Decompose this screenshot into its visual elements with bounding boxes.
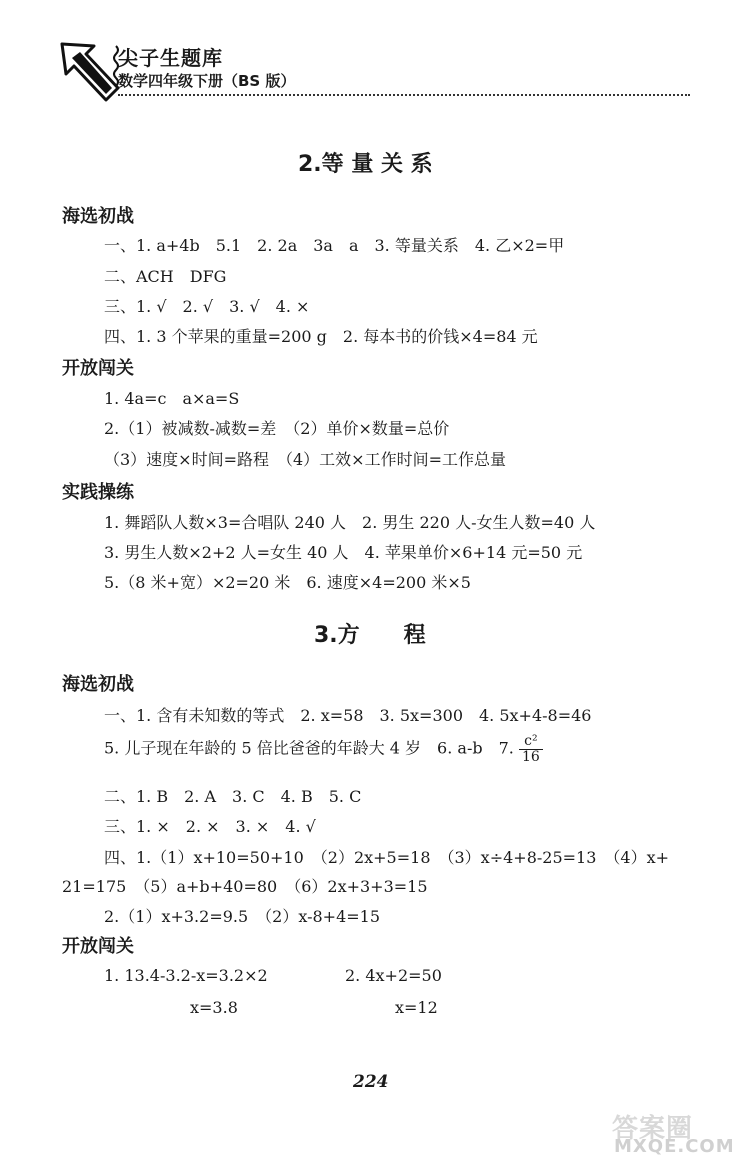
- section-3-subheading-kaifang: 开放闯关: [62, 936, 134, 957]
- book-title: 尖子生题库: [118, 46, 223, 70]
- section-2-line-8: 1. 舞蹈队人数×3=合唱队 240 人 2. 男生 220 人-女生人数=40 人: [104, 513, 596, 532]
- section-2-subheading-haixuan: 海选初战: [62, 206, 134, 227]
- watermark-logo: 答案圈: [612, 1114, 694, 1144]
- section-2-line-4: 四、1. 3 个苹果的重量=200 g 2. 每本书的价钱×4=84 元: [104, 327, 538, 346]
- section-2-line-9: 3. 男生人数×2+2 人=女生 40 人 4. 苹果单价×6+14 元=50 元: [104, 543, 583, 562]
- section-3-title: 3.方 程: [314, 623, 426, 648]
- section-3-line-7: 2.（1）x+3.2=9.5 （2）x-8+4=15: [104, 907, 381, 926]
- section-3-line-8-left: 1. 13.4-3.2-x=3.2×2: [104, 966, 268, 985]
- section-3-line-1: 一、1. 含有未知数的等式 2. x=58 3. 5x=300 4. 5x+4-8=46: [104, 706, 592, 725]
- section-3-line-2-text: 5. 儿子现在年龄的 5 倍比爸爸的年龄大 4 岁 6. a-b 7.: [104, 738, 514, 758]
- section-3-line-2: [104, 734, 543, 764]
- section-2-title: 2.等 量 关 系: [298, 152, 433, 177]
- section-3-line-5: 四、1.（1）x+10=50+10 （2）2x+5=18 （3）x÷4+8-25=13 （4）x+: [104, 848, 670, 867]
- section-3-line-9-right: x=12: [395, 998, 438, 1017]
- page-number: 224: [353, 1072, 389, 1092]
- section-2-line-10: 5.（8 米+宽）×2=20 米 6. 速度×4=200 米×5: [104, 573, 471, 592]
- section-3-line-8-right: 2. 4x+2=50: [345, 966, 442, 985]
- fraction-numerator: c²: [519, 734, 543, 750]
- fraction-denominator: 16: [521, 748, 540, 765]
- section-2-line-3: 三、1. √ 2. √ 3. √ 4. ×: [104, 297, 310, 316]
- section-2-line-7: （3）速度×时间=路程 （4）工效×工作时间=工作总量: [104, 450, 506, 469]
- book-logo-arrow-icon: [58, 40, 126, 114]
- section-2-subheading-kaifang: 开放闯关: [62, 358, 134, 379]
- section-2-line-5: 1. 4a=c a×a=S: [104, 389, 240, 408]
- section-2-line-6: 2.（1）被减数-减数=差 （2）单价×数量=总价: [104, 419, 450, 438]
- fraction-c-squared-over-16: [519, 734, 543, 764]
- header-dotted-divider: [118, 94, 690, 96]
- section-2-line-1: 一、1. a+4b 5.1 2. 2a 3a a 3. 等量关系 4. 乙×2=甲: [104, 236, 565, 255]
- section-3-line-9-left: x=3.8: [190, 998, 238, 1017]
- section-2-subheading-shijian: 实践操练: [62, 482, 134, 503]
- section-3-line-4: 三、1. × 2. × 3. × 4. √: [104, 817, 316, 836]
- book-subtitle: 数学四年级下册（BS 版）: [118, 72, 296, 90]
- section-3-line-6: 21=175 （5）a+b+40=80 （6）2x+3+3=15: [62, 877, 428, 896]
- section-2-line-2: 二、ACH DFG: [104, 267, 227, 286]
- section-3-subheading-haixuan: 海选初战: [62, 674, 134, 695]
- section-3-line-3: 二、1. B 2. A 3. C 4. B 5. C: [104, 787, 362, 806]
- watermark-url: MXQE.COM: [614, 1136, 735, 1157]
